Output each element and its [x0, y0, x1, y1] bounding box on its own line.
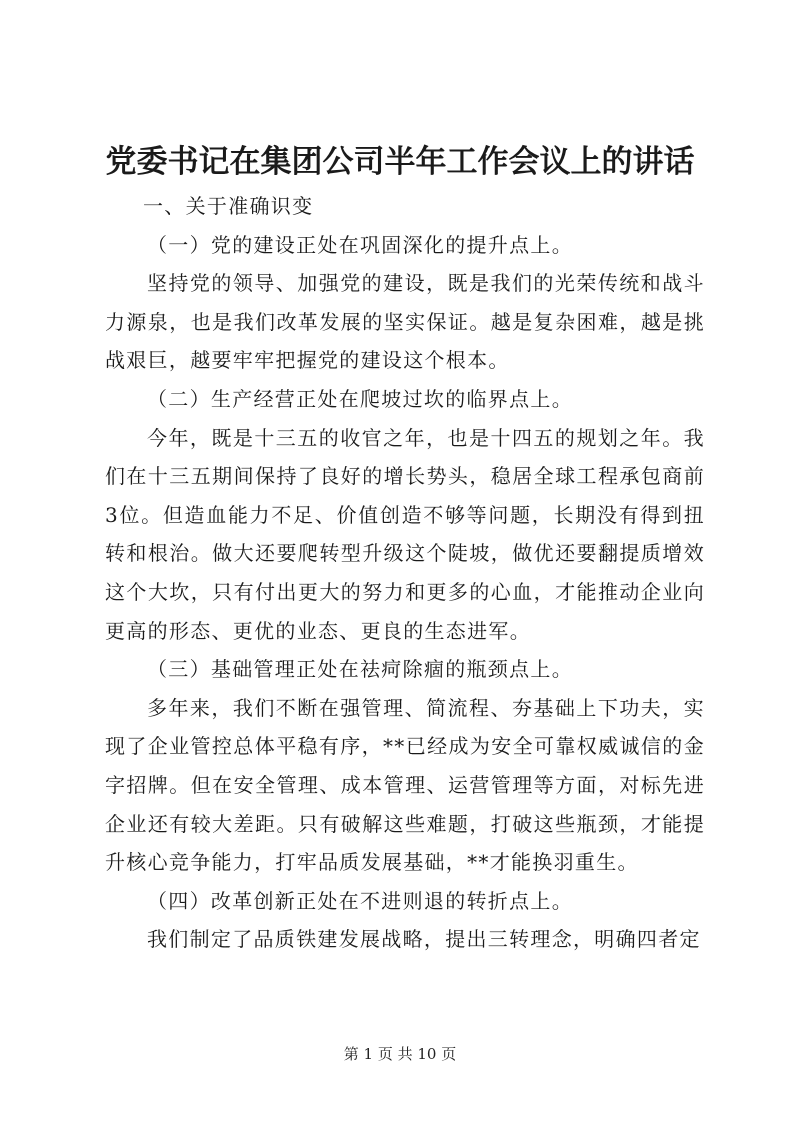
subsection-heading-4: （四）改革创新正处在不进则退的转折点上。	[147, 888, 573, 913]
section-heading-1: 一、关于准确识变	[143, 194, 314, 218]
subsection-heading-3: （三）基础管理正处在祛疴除痼的瓶颈点上。	[147, 657, 573, 682]
body-paragraph: 坚持党的领导、加强党的建设，既是我们的光荣传统和战斗力源泉，也是我们改革发展的坚实保证。越是复杂困难，越是挑战艰巨，越要牢牢把握党的建设这个根本。	[105, 271, 705, 373]
subsection-heading-1: （一）党的建设正处在巩固深化的提升点上。	[147, 232, 573, 257]
body-paragraph: 我们制定了品质铁建发展战略，提出三转理念，明确四者定	[147, 927, 701, 952]
body-paragraph: 多年来，我们不断在强管理、简流程、夯基础上下功夫，实现了企业管控总体平稳有序，**已经成为安全可靠权威诚信的金字招牌。但在安全管理、成本管理、运营管理等方面，对标先进企业还有较大差距。只有破解这些难题，打破这些瓶颈，才能提升核心竞争能力，打牢品质发展基础，**才能换羽重生。	[105, 695, 705, 875]
body-paragraph: 今年，既是十三五的收官之年，也是十四五的规划之年。我们在十三五期间保持了良好的增长势头，稳居全球工程承包商前3位。但造血能力不足、价值创造不够等问题，长期没有得到扭转和根治。做大还要爬转型升级这个陡坡，做优还要翻提质增效这个大坎，只有付出更大的努力和更多的心血，才能推动企业向更高的形态、更优的业态、更良的生态进军。	[105, 425, 705, 643]
document-body	[105, 187, 705, 959]
page-title: 党委书记在集团公司半年工作会议上的讲话	[105, 144, 695, 180]
subsection-heading-2: （二）生产经营正处在爬坡过坎的临界点上。	[147, 386, 573, 411]
page-number-footer: 第 1 页 共 10 页	[343, 1045, 457, 1063]
